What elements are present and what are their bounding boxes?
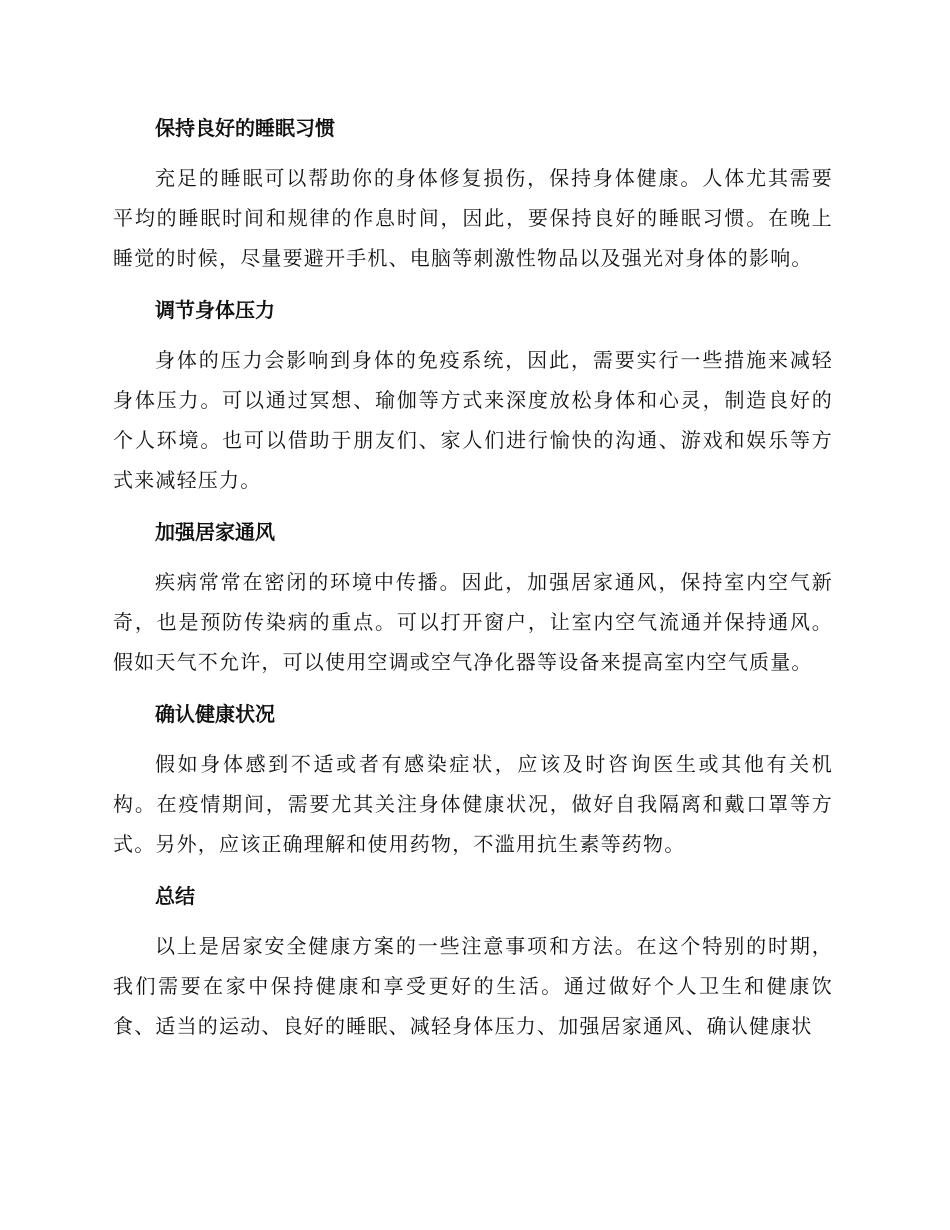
document-body — [113, 108, 833, 1058]
section-health-status — [113, 694, 833, 864]
section-heading: 确认健康状况 — [155, 702, 275, 726]
section-paragraph: 身体的压力会影响到身体的免疫系统，因此，需要实行一些措施来减轻身体压力。可以通过冥想、瑜伽等方式来深度放松身体和心灵，制造良好的个人环境。也可以借助于朋友们、家人们进行愉快的沟通、游戏和娱乐等方式来减轻压力。 — [113, 348, 833, 492]
section-paragraph: 以上是居家安全健康方案的一些注意事项和方法。在这个特别的时期，我们需要在家中保持健康和享受更好的生活。通过做好个人卫生和健康饮食、适当的运动、良好的睡眠、减轻身体压力、加强居家通风、确认健康状 — [113, 934, 833, 1038]
section-heading: 加强居家通风 — [155, 520, 275, 544]
section-heading: 保持良好的睡眠习惯 — [155, 116, 335, 140]
section-paragraph: 疾病常常在密闭的环境中传播。因此，加强居家通风，保持室内空气新奇，也是预防传染病的重点。可以打开窗户，让室内空气流通并保持通风。假如天气不允许，可以使用空调或空气净化器等设备来提高室内空气质量。 — [113, 570, 833, 674]
section-stress — [113, 290, 833, 500]
section-paragraph: 假如身体感到不适或者有感染症状，应该及时咨询医生或其他有关机构。在疫情期间，需要尤其关注身体健康状况，做好自我隔离和戴口罩等方式。另外，应该正确理解和使用药物，不滥用抗生素等药物。 — [113, 752, 833, 856]
section-heading: 总结 — [155, 884, 195, 908]
section-heading: 调节身体压力 — [155, 298, 275, 322]
section-ventilation — [113, 512, 833, 682]
section-sleep — [113, 108, 833, 278]
section-summary — [113, 876, 833, 1046]
section-paragraph: 充足的睡眠可以帮助你的身体修复损伤，保持身体健康。人体尤其需要平均的睡眠时间和规律的作息时间，因此，要保持良好的睡眠习惯。在晚上睡觉的时候，尽量要避开手机、电脑等刺激性物品以及强光对身体的影响。 — [113, 166, 833, 270]
